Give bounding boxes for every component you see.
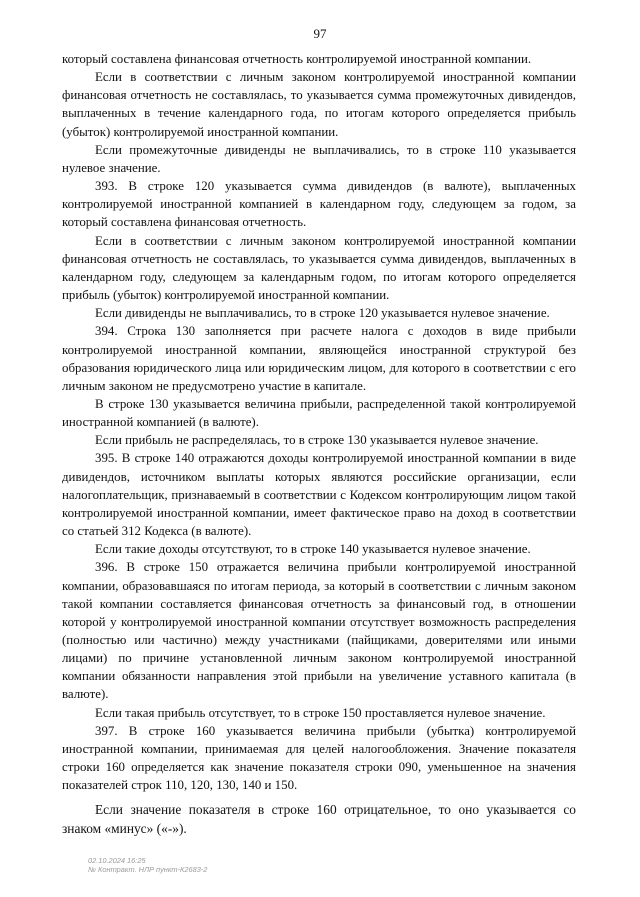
paragraph: Если такие доходы отсутствуют, то в строке 140 указывается нулевое значение. [95,542,531,557]
paragraph: В строке 130 указывается величина прибыли, распределенной такой контролируемой иностранной компанией (в валюте). [62,396,576,430]
paragraph: Если прибыль не распределялась, то в строке 130 указывается нулевое значение. [95,433,539,448]
paragraph: Если значение показателя в строке 160 отрицательное, то оно указывается со знаком «минус» («-»). [62,802,576,837]
document-body [62,50,576,838]
stamp-date: 02.10.2024 16:25 [88,856,146,865]
stamp-reference: № Контракт. НЛР пункт-К2683-2 [88,865,208,874]
paragraph: Если в соответствии с личным законом контролируемой иностранной компании финансовая отчетность не составлялась, то указывается сумма дивидендов, выплаченных в календарном году, следующем за календарным годом, по итогам которого определяется прибыль (убыток) контролируемой иностранной компании. [62,233,576,303]
paragraph: 396. В строке 150 отражается величина прибыли контролируемой иностранной компании, образовавшаяся по итогам периода, за который в соответствии с личным законом такой компании составляется финансовая отчетность за финансовый год, в отношении которой у контролируемой иностранной компании отсутствует возможность распределения (полностью или частично) между участниками (пайщиками, доверителями или иными лицами) по причине установленной личным законом контролируемой иностранной компании обязанности направления этой прибыли на увеличение уставного капитала (в валюте). [62,560,576,702]
paragraph: 395. В строке 140 отражаются доходы контролируемой иностранной компании в виде дивидендов, источником выплаты которых являются российские организации, если налогоплательщик, признаваемый в соответствии с Кодексом контролирующим лицом такой контролируемой иностранной компании, имеет фактическое право на доход в соответствии со статьей 312 Кодекса (в валюте). [62,451,576,539]
registration-stamp [88,856,207,874]
paragraph: Если в соответствии с личным законом контролируемой иностранной компании финансовая отчетность не составлялась, то указывается сумма промежуточных дивидендов, выплаченных в течение календарного года, по итогам которого определяется прибыль (убыток) контролируемой иностранной компании. [62,70,576,139]
paragraph: Если промежуточные дивиденды не выплачивались, то в строке 110 указывается нулевое значение. [62,142,576,175]
paragraph: 397. В строке 160 указывается величина прибыли (убытка) контролируемой иностранной компании, принимаемая для целей налогообложения. Значение показателя строки 160 определяется как значение показателя строки 090, уменьшенное на значения показателей строк 110, 120, 130, 140 и 150. [62,723,576,793]
page-number: 97 [313,26,327,41]
paragraph: Если дивиденды не выплачивались, то в строке 120 указывается нулевое значение. [95,306,550,321]
paragraph: Если такая прибыль отсутствует, то в строке 150 проставляется нулевое значение. [95,705,546,720]
paragraph: 393. В строке 120 указывается сумма дивидендов (в валюте), выплаченных контролируемой иностранной компанией в календарном году, следующем за годом, за который составлена финансовая отчетность. [62,179,576,230]
paragraph: который составлена финансовая отчетность контролируемой иностранной компании. [62,52,532,66]
paragraph: 394. Строка 130 заполняется при расчете налога с доходов в виде прибыли контролируемой иностранной компании, являющейся иностранной структурой без образования юридического лица или юридическим лицом, для которого в соответствии с его личным законом не предусмотрено участие в капитале. [62,324,576,393]
